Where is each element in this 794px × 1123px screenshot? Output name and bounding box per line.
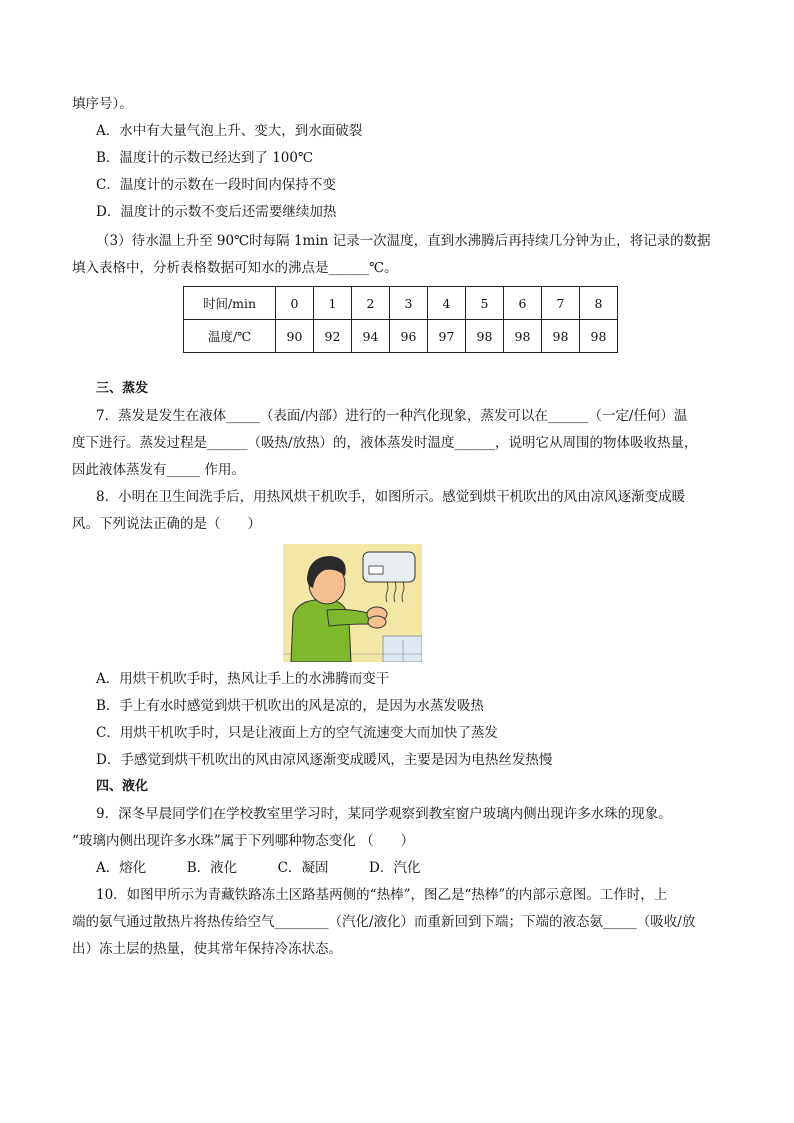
table-cell: 6 (504, 287, 542, 320)
question-9-options: A．熔化 B．液化 C．凝固 D．汽化 (96, 860, 421, 876)
table-cell: 94 (352, 320, 390, 353)
table-header-cell: 时间/min (184, 287, 276, 320)
section-heading-evaporation: 三、蒸发 (96, 381, 149, 396)
option-d: D．手感觉到烘干机吹出的风由凉风逐渐变成暖风，主要是因为电热丝发热慢 (96, 752, 553, 768)
option-b: B．温度计的示数已经达到了 100℃ (96, 150, 314, 166)
option-c: C．用烘干机吹手时，只是让液面上方的空气流速变大而加快了蒸发 (96, 725, 498, 741)
table-cell: 92 (314, 320, 352, 353)
option-b: B．手上有水时感觉到烘干机吹出的风是凉的，是因为水蒸发吸热 (96, 698, 484, 714)
option-d: D．温度计的示数不变后还需要继续加热 (96, 204, 337, 220)
table-row (184, 287, 618, 320)
table-cell: 98 (466, 320, 504, 353)
table-cell: 7 (542, 287, 580, 320)
question-8-line: 8．小明在卫生间洗手后，用热风烘干机吹手，如图所示。感觉到烘干机吹出的风由凉风逐渐变成暖 (96, 489, 686, 505)
question-7-line: 7．蒸发是发生在液体_____（表面/内部）进行的一种汽化现象，蒸发可以在______（一定/任何）温 (96, 408, 688, 424)
table-cell: 96 (390, 320, 428, 353)
table-cell: 8 (580, 287, 618, 320)
table-cell: 97 (428, 320, 466, 353)
question-7-line: 度下进行。蒸发过程是______（吸热/放热）的，液体蒸发时温度______，说明它从周围的物体吸收热量， (72, 435, 698, 451)
table-cell: 3 (390, 287, 428, 320)
text-line: 填序号）。 (72, 96, 133, 112)
table-cell: 98 (542, 320, 580, 353)
question-10-line: 出）冻土层的热量，使其常年保持冷冻状态。 (72, 941, 342, 957)
table-cell: 4 (428, 287, 466, 320)
question-3-line-2: 填入表格中，分析表格数据可知水的沸点是______℃。 (72, 260, 398, 276)
table-cell: 1 (314, 287, 352, 320)
question-7-line: 因此液体蒸发有_____ 作用。 (72, 462, 246, 478)
option-c: C．温度计的示数在一段时间内保持不变 (96, 177, 336, 193)
question-10-line: 端的氨气通过散热片将热传给空气________（汽化/液化）而重新回到下端；下端的液态氨_____（吸收/放 (72, 914, 696, 930)
hand-dryer-illustration (283, 544, 422, 662)
question-10-line: 10．如图甲所示为青藏铁路冻土区路基两侧的“热棒”，图乙是“热棒”的内部示意图。工作时，上 (96, 887, 668, 903)
temperature-table (183, 286, 618, 353)
option-a: A．水中有大量气泡上升、变大，到水面破裂 (96, 123, 363, 139)
section-heading-liquefaction: 四、液化 (96, 779, 149, 794)
table-cell: 5 (466, 287, 504, 320)
table-row (184, 320, 618, 353)
question-9-line: “玻璃内侧出现许多水珠”属于下列哪种物态变化 （ ） (72, 833, 415, 849)
question-9-line: 9．深冬早晨同学们在学校教室里学习时，某同学观察到教室窗户玻璃内侧出现许多水珠的现象。 (96, 806, 672, 822)
table-cell: 90 (276, 320, 314, 353)
table-cell: 98 (580, 320, 618, 353)
table-cell: 2 (352, 287, 390, 320)
table-cell: 98 (504, 320, 542, 353)
question-8-line: 风。下列说法正确的是（ ） (72, 516, 261, 532)
table-cell: 0 (276, 287, 314, 320)
option-a: A．用烘干机吹手时，热风让手上的水沸腾而变干 (96, 671, 390, 687)
table-header-cell: 温度/℃ (184, 320, 276, 353)
question-3-line-1: （3）待水温上升至 90℃时每隔 1min 记录一次温度，直到水沸腾后再持续几分钟为止，将记录的数据 (96, 233, 711, 249)
